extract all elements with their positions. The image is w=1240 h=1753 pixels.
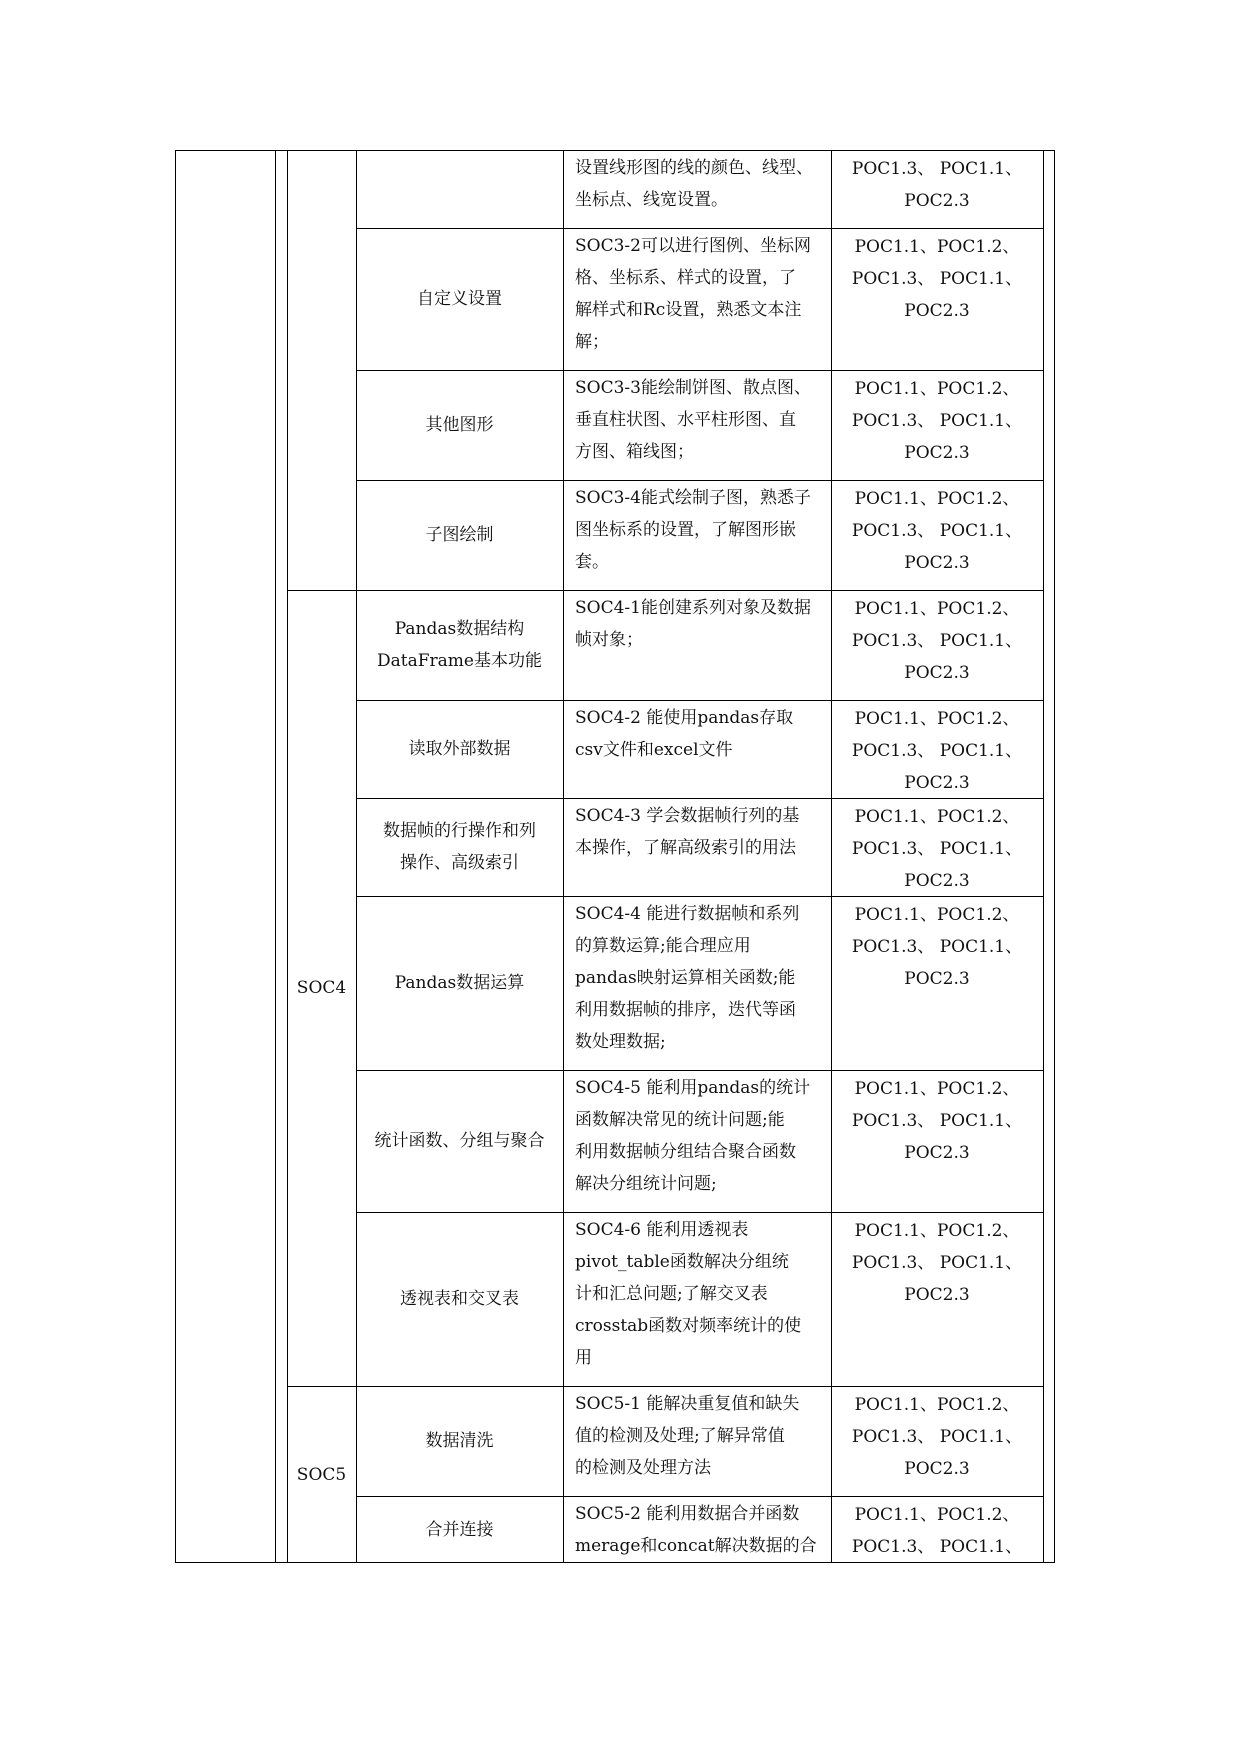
objective-line: SOC5-2 能利用数据合并函数 [575,1504,800,1524]
objective-cell [563,1496,831,1563]
outcome-cell [831,1386,1043,1496]
objective-line: 解； [575,332,609,352]
outcome-line: POC2.3 [904,969,970,989]
topic-cell: 子图绘制 [425,525,494,545]
objective-line: 设置线形图的线的颜色、线型、 [575,158,813,178]
outcome-line: POC1.3、 POC1.1、 [851,411,1023,431]
outcome-line: POC1.1、POC1.2、 [854,599,1020,619]
outcome-line: POC1.3、 POC1.1、 [851,1537,1023,1557]
objective-line: 数处理数据; [575,1032,666,1052]
objective-cell [563,1386,831,1496]
outcome-line: POC1.1、POC1.2、 [854,237,1020,257]
group-label: SOC4 [296,978,347,998]
outcome-line: POC1.1、POC1.2、 [854,1079,1020,1099]
objective-cell [563,896,831,1070]
objective-line: SOC4-1能创建系列对象及数据 [575,598,811,618]
outcome-line: POC2.3 [904,553,970,573]
objective-line: SOC4-2 能使用pandas存取 [575,708,794,728]
outcome-line: POC2.3 [904,443,970,463]
objective-line: 的算数运算;能合理应用 [575,936,751,956]
objective-line: SOC4-3 学会数据帧行列的基 [575,806,800,826]
objective-cell [563,700,831,798]
objective-cell [563,228,831,370]
outcome-line: POC1.3、 POC1.1、 [851,521,1023,541]
table-rule [275,150,276,1563]
outcome-line: POC1.1、POC1.2、 [854,905,1020,925]
outcome-line: POC1.1、POC1.2、 [854,1395,1020,1415]
outcome-cell [831,1070,1043,1212]
outcome-line: POC2.3 [904,301,970,321]
objective-line: 本操作，了解高级索引的用法 [575,838,796,858]
objective-line: 的检测及处理方法 [575,1458,711,1478]
outcome-cell [831,590,1043,700]
objective-cell [563,150,831,228]
objective-line: 解决分组统计问题; [575,1174,717,1194]
objective-line: pivot_table函数解决分组统 [575,1252,789,1272]
outcome-cell [831,150,1043,228]
table-rule [1043,150,1044,1563]
outcome-line: POC2.3 [904,1285,970,1305]
objective-line: 帧对象； [575,630,643,650]
objective-line: 套。 [575,552,609,572]
topic-cell: 统计函数、分组与聚合 [374,1131,545,1151]
topic-cell: Pandas数据结构 DataFrame基本功能 [377,619,542,671]
objective-line: crosstab函数对频率统计的使 [575,1316,802,1336]
objective-line: 格、坐标系、样式的设置，了 [575,268,796,288]
objective-line: 函数解决常见的统计问题;能 [575,1110,785,1130]
topic-cell: 读取外部数据 [408,739,511,759]
outcome-line: POC2.3 [904,871,970,891]
objective-cell [563,480,831,590]
outcome-line: POC2.3 [904,663,970,683]
objective-line: SOC3-2可以进行图例、坐标网 [575,236,811,256]
outcome-line: POC1.1、POC1.2、 [854,1221,1020,1241]
objective-line: SOC3-3能绘制饼图、散点图、 [575,378,811,398]
objective-line: csv文件和excel文件 [575,740,733,760]
objective-line: SOC3-4能式绘制子图，熟悉子 [575,488,811,508]
outcome-line: POC2.3 [904,1143,970,1163]
outcome-line: POC1.3、 POC1.1、 [851,269,1023,289]
objective-cell [563,1212,831,1386]
objective-line: 坐标点、线宽设置。 [575,190,728,210]
objective-line: SOC5-1 能解决重复值和缺失 [575,1394,800,1414]
outcome-cell [831,1496,1043,1563]
objective-line: SOC4-6 能利用透视表 [575,1220,749,1240]
topic-cell: 自定义设置 [417,289,502,309]
group-label: SOC5 [296,1464,347,1485]
topic-cell [356,150,563,228]
topic-cell: Pandas数据运算 [394,973,525,993]
outcome-line: POC2.3 [904,773,970,793]
outcome-line: POC1.3、 POC1.1、 [851,631,1023,651]
topic-cell: 数据清洗 [425,1431,494,1451]
outcome-cell [831,228,1043,370]
outcome-line: POC1.3、 POC1.1、 [851,937,1023,957]
outcome-line: POC1.3、 POC1.1、 [851,1253,1023,1273]
objective-line: SOC4-4 能进行数据帧和系列 [575,904,800,924]
outcome-line: POC1.1、POC1.2、 [854,489,1020,509]
outcome-line: POC1.1、POC1.2、 [854,709,1020,729]
objective-line: 计和汇总问题;了解交叉表 [575,1284,768,1304]
objective-line: 图坐标系的设置，了解图形嵌 [575,520,796,540]
outcome-cell [831,480,1043,590]
objective-cell [563,590,831,700]
objective-line: 方图、箱线图； [575,442,694,462]
objective-line: SOC4-5 能利用pandas的统计 [575,1078,811,1098]
topic-cell: 数据帧的行操作和列 操作、高级索引 [383,821,536,873]
outcome-line: POC1.1、POC1.2、 [854,1505,1020,1525]
objective-line: 解样式和Rc设置，熟悉文本注 [575,300,802,320]
objective-line: 值的检测及处理;了解异常值 [575,1426,785,1446]
outcome-line: POC1.3、 POC1.1、 [851,1427,1023,1447]
objective-cell [563,798,831,896]
outcome-line: POC2.3 [904,191,970,211]
objective-line: 垂直柱状图、水平柱形图、直 [575,410,796,430]
objective-line: merage和concat解决数据的合 [575,1536,817,1556]
objective-line: pandas映射运算相关函数;能 [575,968,796,988]
outcome-line: POC1.3、 POC1.1、 [851,839,1023,859]
outcome-cell [831,798,1043,896]
outcome-cell [831,370,1043,480]
topic-cell: 合并连接 [425,1519,494,1540]
objective-line: 利用数据帧的排序，迭代等函 [575,1000,796,1020]
outcome-cell [831,896,1043,1070]
outcome-line: POC1.3、 POC1.1、 [851,1111,1023,1131]
objective-line: 用 [575,1348,592,1368]
outcome-line: POC1.3、 POC1.1、 [851,741,1023,761]
outcome-cell [831,700,1043,798]
objective-line: 利用数据帧分组结合聚合函数 [575,1142,796,1162]
topic-cell: 其他图形 [425,415,494,435]
topic-cell: 透视表和交叉表 [400,1289,519,1309]
objective-cell [563,1070,831,1212]
outcome-line: POC1.3、 POC1.1、 [851,159,1023,179]
outcome-line: POC1.1、POC1.2、 [854,807,1020,827]
outcome-cell [831,1212,1043,1386]
objective-cell [563,370,831,480]
outcome-line: POC2.3 [904,1459,970,1479]
outcome-line: POC1.1、POC1.2、 [854,379,1020,399]
